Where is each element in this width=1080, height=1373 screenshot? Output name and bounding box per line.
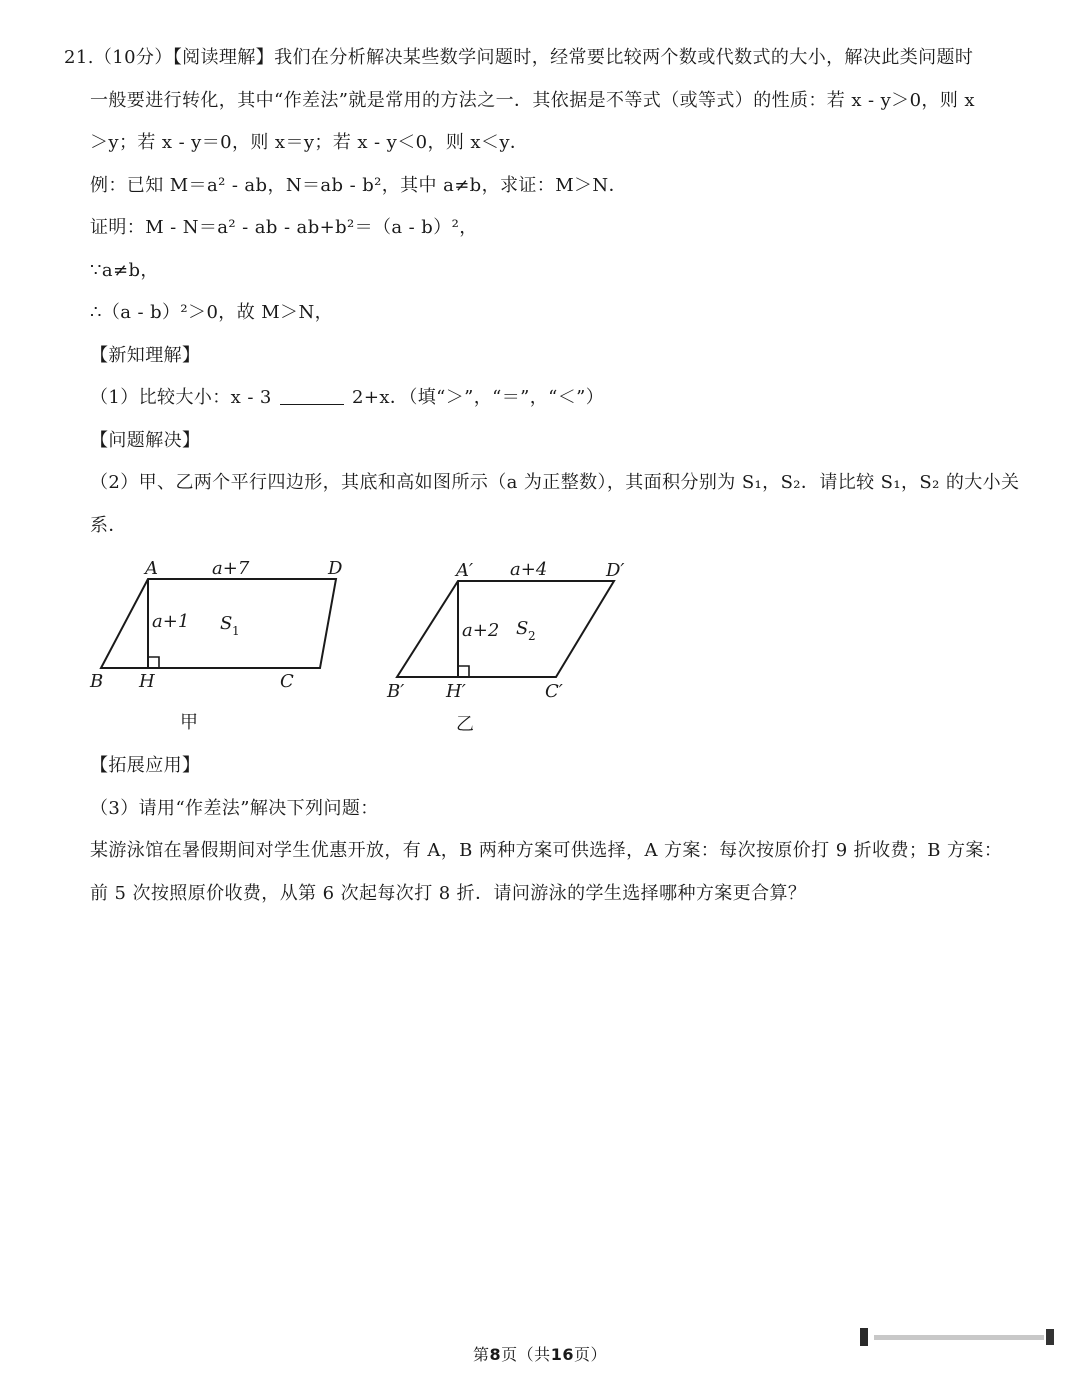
right-angle-mark-yi [458,666,469,677]
area-subscript-jia: 1 [232,624,240,638]
question-3-line-1: （3）请用“作差法”解决下列问题： [90,798,379,819]
vertex-label-B-prime: B′ [387,681,405,702]
vertex-label-A-prime: A′ [456,560,474,581]
parallelogram-jia [101,579,336,668]
figure-yi [397,581,614,677]
vertex-label-A: A [145,558,158,579]
vertex-label-B: B [90,671,104,692]
problem-line-1: 21.（10分）【阅读理解】我们在分析解决某些数学问题时，经常要比较两个数或代数式的大小，解决此类问题时 [64,47,974,68]
problem-line-2: 一般要进行转化，其中“作差法”就是常用的方法之一．其依据是不等式（或等式）的性质：若 x - y＞0，则 x [90,90,975,111]
vertex-label-H-prime: H′ [446,681,466,702]
caption-jia: 甲 [180,712,198,733]
figure-jia [101,579,336,668]
area-label-yi: S [516,618,529,639]
footer-mid: 页（共 [501,1345,551,1364]
proof-line-3: ∴（a - b）²＞0，故 M＞N， [90,302,334,323]
section-extension: 【拓展应用】 [90,755,201,776]
question-1-prefix: （1）比较大小：x - 3 [90,387,272,408]
problem-line-3: ＞y；若 x - y＝0，则 x＝y；若 x - y＜0，则 x＜y． [90,132,529,153]
base-label-jia: a+7 [212,558,250,579]
example-statement: 例：已知 M＝a² - ab，N＝ab - b²，其中 a≠b，求证：M＞N． [90,175,627,196]
vertex-label-D-prime: D′ [606,560,625,581]
section-new-knowledge: 【新知理解】 [90,345,201,366]
vertex-label-D: D [328,558,343,579]
area-label-jia: S [220,613,233,634]
height-label-yi: a+2 [462,620,500,641]
footer-suffix: 页） [573,1345,607,1364]
proof-line-1: 证明：M - N＝a² - ab - ab+b²＝（a - b）²， [90,217,478,238]
proof-line-2: ∵a≠b， [90,260,159,281]
height-label-jia: a+1 [152,611,190,632]
parallelogram-yi [397,581,614,677]
area-subscript-yi: 2 [528,629,536,643]
caption-yi: 乙 [456,714,474,735]
right-angle-mark-jia [148,657,159,668]
base-label-yi: a+4 [510,559,548,580]
footer-page-number: 8 [489,1345,502,1364]
footer-total-pages: 16 [550,1345,574,1364]
question-3-line-3: 前 5 次按照原价收费，从第 6 次起每次打 8 折．请问游泳的学生选择哪种方案更合算？ [90,883,807,904]
question-1-suffix: 2+x．（填“＞”，“＝”，“＜”） [352,387,605,408]
vertex-label-H: H [139,671,155,692]
vertex-label-C: C [280,671,294,692]
page-footer [0,1342,1080,1365]
question-2-line-2: 系． [90,515,127,536]
vertex-label-C-prime: C′ [545,681,563,702]
question-3-line-2: 某游泳馆在暑假期间对学生优惠开放，有 A，B 两种方案可供选择，A 方案：每次按原价打 9 折收费；B 方案： [90,840,1003,861]
question-2-line-1: （2）甲、乙两个平行四边形，其底和高如图所示（a 为正整数），其面积分别为 S₁，S₂．请比较 S₁，S₂ 的大小关 [90,472,1020,493]
section-problem-solving: 【问题解决】 [90,430,201,451]
footer-prefix: 第 [473,1345,490,1364]
